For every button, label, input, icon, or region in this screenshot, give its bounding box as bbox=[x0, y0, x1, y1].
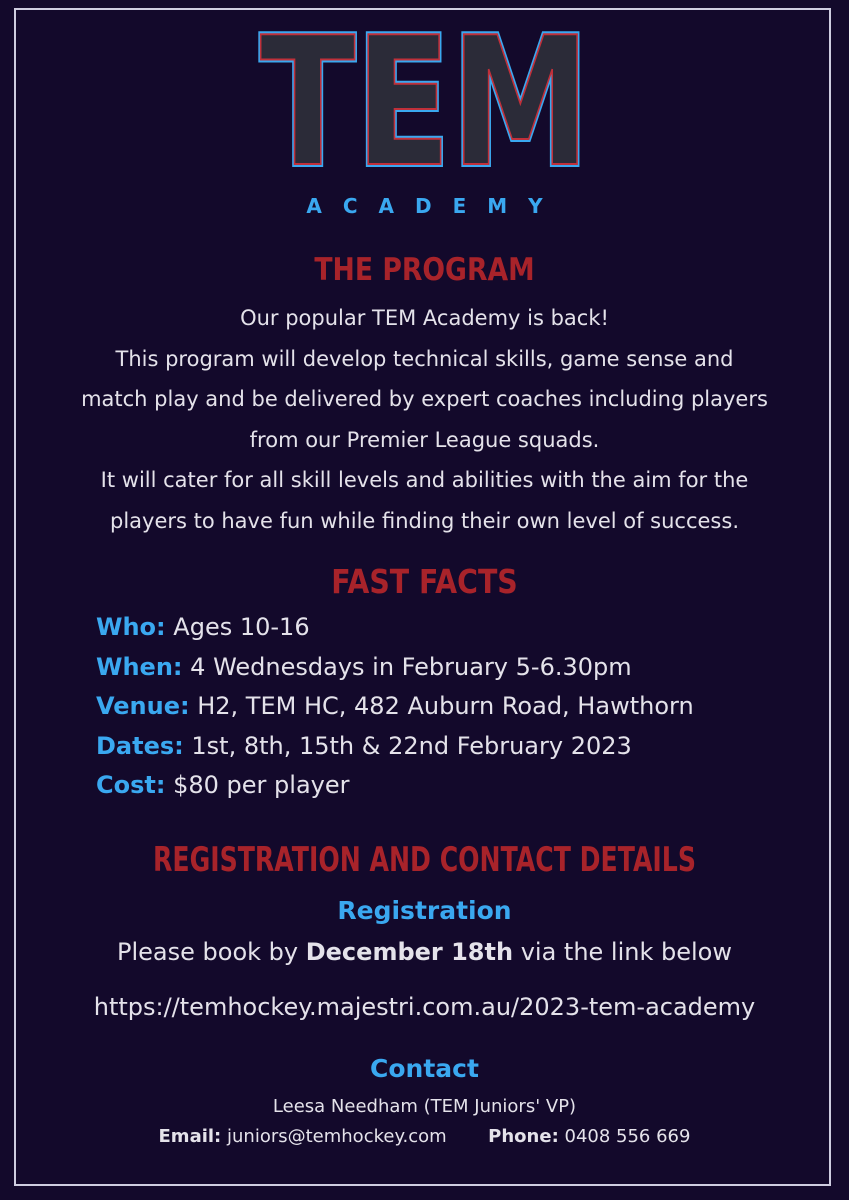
fact-label: Who: bbox=[96, 613, 166, 641]
logo-academy-text: ACADEMY bbox=[306, 194, 564, 218]
program-line: This program will develop technical skills, game sense and bbox=[115, 346, 734, 371]
registration-subheading: Registration bbox=[337, 896, 512, 925]
booking-suffix: via the link below bbox=[520, 938, 732, 966]
program-line: players to have fun while finding their own level of success. bbox=[109, 508, 739, 533]
email-label: Email: bbox=[158, 1126, 222, 1147]
logo-text-inner: TEM bbox=[259, 26, 590, 176]
booking-deadline: December 18th bbox=[305, 938, 514, 966]
fact-value: 1st, 8th, 15th & 22nd February 2023 bbox=[191, 731, 632, 760]
program-line: match play and be delivered by expert coaches including players bbox=[81, 387, 768, 411]
fact-value: $80 per player bbox=[173, 771, 350, 799]
contact-details bbox=[0, 1126, 849, 1147]
program-heading: THE PROGRAM bbox=[314, 252, 535, 288]
program-line: It will cater for all skill levels and abilities with the aim for the bbox=[100, 468, 749, 492]
fact-value: H2, TEM HC, 482 Auburn Road, Hawthorn bbox=[197, 692, 694, 720]
phone-number: 0408 556 669 bbox=[564, 1126, 691, 1147]
program-line: from our Premier League squads. bbox=[249, 427, 600, 452]
fact-label: Cost: bbox=[96, 771, 166, 799]
contact-person: Leesa Needham (TEM Juniors' VP) bbox=[272, 1096, 577, 1117]
fact-label: When: bbox=[96, 652, 183, 681]
phone-label: Phone: bbox=[488, 1126, 559, 1147]
email-link[interactable]: juniors@temhockey.com bbox=[227, 1126, 447, 1147]
fact-value: 4 Wednesdays in February 5-6.30pm bbox=[190, 652, 632, 681]
fact-label: Venue: bbox=[96, 692, 190, 720]
tem-logo-wordmark bbox=[255, 26, 595, 176]
registration-link[interactable]: https://temhockey.majestri.com.au/2023-tem-academy bbox=[93, 993, 756, 1021]
fact-when bbox=[96, 648, 816, 688]
tem-logo bbox=[0, 26, 849, 176]
fast-facts-list bbox=[96, 608, 816, 806]
booking-instructions bbox=[0, 938, 849, 966]
program-line: Our popular TEM Academy is back! bbox=[240, 306, 609, 330]
fact-label: Dates: bbox=[96, 731, 184, 760]
fact-value: Ages 10-16 bbox=[173, 613, 310, 641]
logo-text-outer: TEM bbox=[259, 26, 590, 176]
program-description bbox=[20, 298, 829, 541]
booking-prefix: Please book by bbox=[117, 938, 299, 966]
contact-subheading: Contact bbox=[370, 1054, 479, 1083]
fast-facts-heading: FAST FACTS bbox=[331, 562, 518, 601]
fact-dates bbox=[96, 727, 816, 767]
fact-venue bbox=[96, 687, 816, 727]
fact-cost bbox=[96, 766, 816, 806]
fact-who bbox=[96, 608, 816, 648]
registration-heading: REGISTRATION AND CONTACT DETAILS bbox=[153, 840, 696, 880]
